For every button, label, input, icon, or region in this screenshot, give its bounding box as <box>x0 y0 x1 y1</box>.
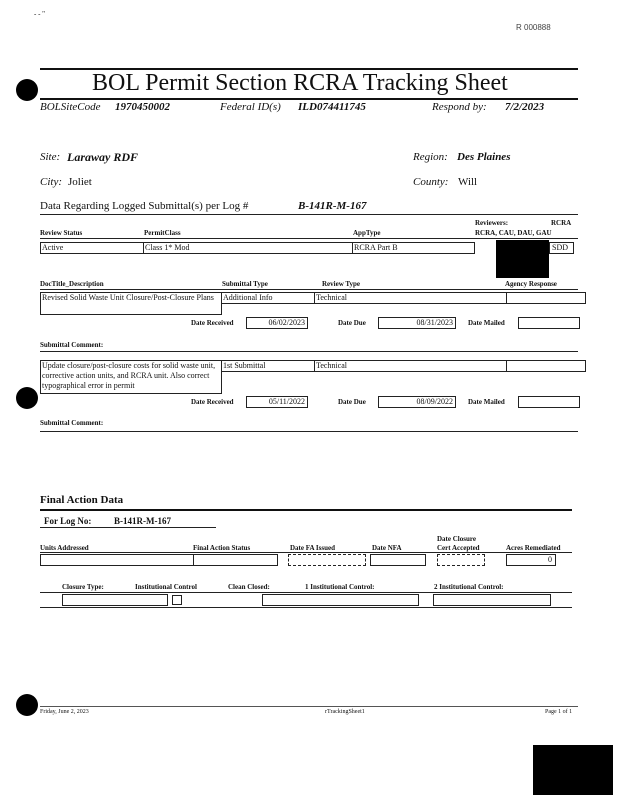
page-id: R 000888 <box>516 23 551 32</box>
footer-page: Page 1 of 1 <box>545 709 573 715</box>
date-due-label-2: Date Due <box>338 398 366 406</box>
col-reviewers: Reviewers: <box>475 219 509 227</box>
date-due-label-1: Date Due <box>338 319 366 327</box>
date-fa-issued-field <box>288 554 366 566</box>
clean-closed-label: Clean Closed: <box>228 583 270 591</box>
log-number: B-141R-M-167 <box>298 200 367 212</box>
review-type-field-1: Technical <box>314 292 507 304</box>
region-value: Des Plaines <box>457 151 511 163</box>
page-title: BOL Permit Section RCRA Tracking Sheet <box>92 70 508 96</box>
agency-response-field-1 <box>506 292 586 304</box>
comment-rule-1 <box>40 351 578 352</box>
respond-by-label: Respond by: <box>432 101 487 113</box>
date-due-field-1: 08/31/2023 <box>378 317 456 329</box>
closure-header-rule <box>40 592 572 593</box>
units-addressed-field <box>40 554 194 566</box>
inst-control-2-field <box>433 594 551 606</box>
review-status-field: Active <box>40 242 144 254</box>
comment-rule-2 <box>40 431 578 432</box>
county-value: Will <box>458 176 478 188</box>
col-agency-response: Agency Response <box>505 280 557 288</box>
bottom-redaction-block <box>533 745 613 795</box>
county-label: County: <box>413 176 449 188</box>
institutional-control-checkbox[interactable] <box>172 595 182 605</box>
date-mailed-field-2 <box>518 396 580 408</box>
col-rcra: RCRA <box>551 219 572 227</box>
review-type-field-2: Technical <box>314 360 507 372</box>
federal-id-label: Federal ID(s) <box>220 101 281 113</box>
col-app-type: AppType <box>353 229 381 237</box>
final-header-rule <box>40 552 572 553</box>
date-mailed-label-1: Date Mailed <box>468 319 505 327</box>
col-doc-title: DocTitle_Description <box>40 280 104 288</box>
site-code-value: 1970450002 <box>115 101 170 113</box>
inst-control-2-label: 2 Institutional Control: <box>434 583 504 591</box>
redaction-box <box>496 240 549 278</box>
col-reviewers-sub: RCRA, CAU, DAU, GAU <box>475 229 552 237</box>
for-log-rule <box>40 527 216 528</box>
inst-control-1-label: 1 Institutional Control: <box>305 583 375 591</box>
date-nfa-field <box>370 554 426 566</box>
final-action-rule <box>40 509 572 511</box>
federal-id-value: ILD074411745 <box>298 101 366 113</box>
respond-by-value: 7/2/2023 <box>505 101 545 113</box>
col-date-nfa: Date NFA <box>372 544 402 552</box>
acres-remediated-field: 0 <box>506 554 556 566</box>
closure-type-field <box>62 594 168 606</box>
city-label: City: <box>40 176 62 188</box>
submittal-comment-label-2: Submittal Comment: <box>40 419 104 427</box>
col-review-type: Review Type <box>322 280 361 288</box>
footer-report: rTrackingSheet1 <box>325 709 365 715</box>
punch-hole-bottom <box>16 694 38 716</box>
submittal-type-field-1: Additional Info <box>221 292 315 304</box>
closure-type-label: Closure Type: <box>62 583 104 591</box>
reviewer-initials-field: SDD <box>549 242 574 254</box>
title-rule-bottom <box>40 98 578 100</box>
footer-date: Friday, June 2, 2023 <box>40 709 89 715</box>
corner-mark: - - " <box>34 10 46 18</box>
date-mailed-label-2: Date Mailed <box>468 398 505 406</box>
permit-class-field: Class 1* Mod <box>143 242 353 254</box>
institutional-control-label: Institutional Control <box>135 583 197 591</box>
punch-hole-middle <box>16 387 38 409</box>
site-value: Laraway RDF <box>67 150 139 164</box>
agency-response-field-2 <box>506 360 586 372</box>
date-received-label-1: Date Received <box>191 319 234 327</box>
col-review-status: Review Status <box>40 229 83 237</box>
date-received-field-2: 05/11/2022 <box>246 396 308 408</box>
col-submittal-type: Submittal Type <box>222 280 268 288</box>
date-due-field-2: 08/09/2022 <box>378 396 456 408</box>
col-date-closure-2: Cert Accepted <box>437 544 480 552</box>
punch-hole-top <box>16 79 38 101</box>
col-final-action-status: Final Action Status <box>193 544 251 552</box>
region-label: Region: <box>413 151 448 163</box>
closure-bottom-rule <box>40 607 572 608</box>
submittal-type-field-2: 1st Submittal <box>221 360 315 372</box>
review-header-rule <box>40 238 578 239</box>
col-acres-remediated: Acres Remediated <box>506 544 561 552</box>
date-received-label-2: Date Received <box>191 398 234 406</box>
col-date-fa-issued: Date FA Issued <box>290 544 335 552</box>
site-code-label: BOLSiteCode <box>40 101 101 113</box>
date-closure-field <box>437 554 485 566</box>
app-type-field: RCRA Part B <box>352 242 475 254</box>
col-date-closure-1: Date Closure <box>437 535 476 543</box>
date-mailed-field-1 <box>518 317 580 329</box>
footer-rule <box>40 706 578 707</box>
date-received-field-1: 06/02/2023 <box>246 317 308 329</box>
col-permit-class: PermitClass <box>144 229 181 237</box>
doc-title-field-2: Update closure/post-closure costs for solid waste unit, corrective action units, and RCRA unit. Also correct typographical error in permit <box>40 360 222 394</box>
doc-title-field-1: Revised Solid Waste Unit Closure/Post-Closure Plans <box>40 292 222 315</box>
for-log-label: For Log No: <box>44 516 92 526</box>
final-action-status-field <box>193 554 278 566</box>
city-value: Joliet <box>68 176 92 188</box>
col-units-addressed: Units Addressed <box>40 544 89 552</box>
doc-header-rule <box>40 289 578 290</box>
inst-control-1-field <box>262 594 419 606</box>
for-log-value: B-141R-M-167 <box>114 516 171 526</box>
logged-rule <box>40 214 578 215</box>
submittal-comment-label-1: Submittal Comment: <box>40 341 104 349</box>
final-action-heading: Final Action Data <box>40 494 124 506</box>
logged-label: Data Regarding Logged Submittal(s) per Log # <box>40 200 249 212</box>
site-label: Site: <box>40 151 61 163</box>
